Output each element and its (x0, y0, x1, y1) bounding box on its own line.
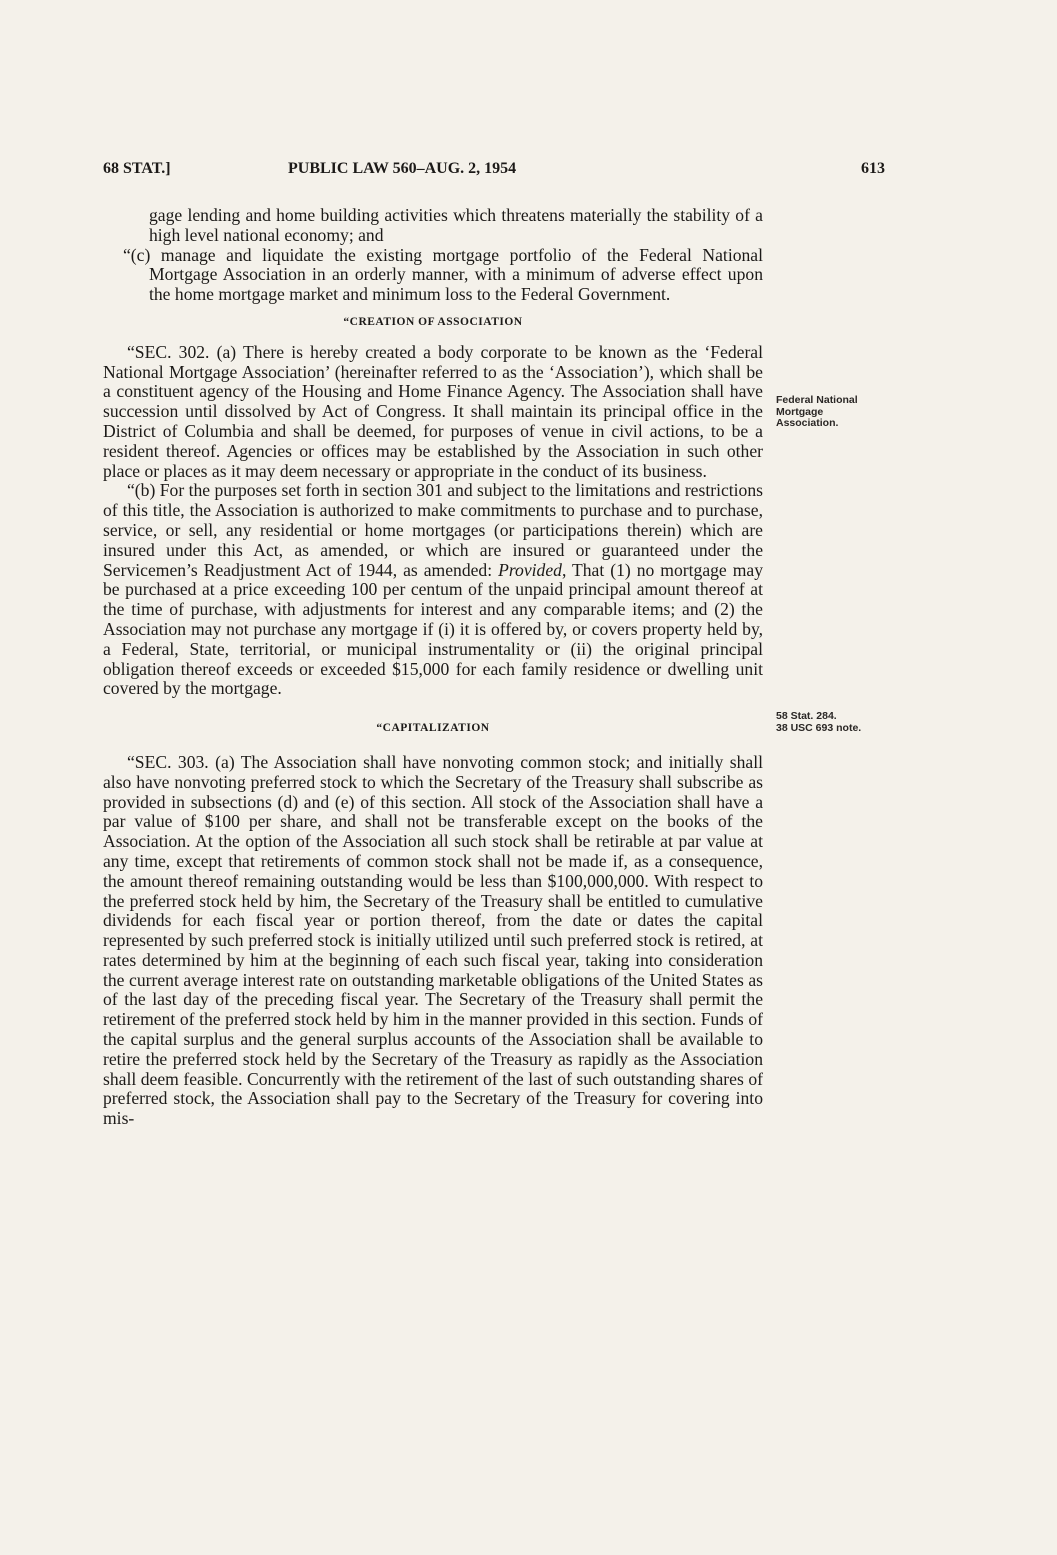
margin-note-fnma (776, 395, 888, 430)
page-header (103, 160, 885, 184)
margin-note-statute-citation (776, 711, 916, 734)
paragraph-continued: gage lending and home building activities which threatens materially the stability of a high level national economy; and (149, 205, 763, 245)
margin-note-fnma-text: Federal National Mortgage Association. (776, 394, 858, 429)
heading-creation-of-association: “CREATION OF ASSOCIATION (343, 315, 523, 328)
provided-term: Provided (498, 559, 562, 580)
paragraph-sec-302-b (103, 481, 763, 699)
sec-302-b-text-end: , That (1) no mortgage may be purchased at a price exceeding 100 per centum of the unpaid principal amount thereof at the time of purchase, with adjustments for interest and any comparable items; and (2) the Association may not purchase any mortgage if (i) it is offered by, or covers property held by, a Federal, State, territorial, or municipal instrumentality or (ii) the original principal obligation thereof exceeds or exceeded $15,000 for each family residence or dwelling unit covered by the mortgage. (103, 559, 764, 699)
paragraph-sec-302-a: “SEC. 302. (a) There is hereby created a body corporate to be known as the ‘Federal National Mortgage Association’ (hereinafter referred to as the ‘Association’), which shall be a constituent agency of the Housing and Home Finance Agency. The Association shall have succession until dissolved by Act of Congress. It shall maintain its principal office in the District of Columbia and shall be deemed, for purposes of venue in civil actions, to be a resident thereof. Agencies or offices may be established by the Association in such other place or places as it may deem necessary or appropriate in the conduct of its business. (103, 341, 763, 481)
main-text-column (103, 206, 763, 1129)
citation-stat: 58 Stat. 284. (776, 710, 837, 722)
page-number: 613 (861, 160, 885, 177)
paragraph-sec-303-a: “SEC. 303. (a) The Association shall have nonvoting common stock; and initially shall also have nonvoting preferred stock to which the Secretary of the Treasury shall subscribe as provided in subsections (d) and (e) of this section. All stock of the Association shall have a par value of $100 per share, and shall not be transferable except on the books of the Association. At the option of the Association all such stock shall be retirable at par value at any time, except that retirements of common stock shall not be made if, as a consequence, the amount thereof remaining outstanding would be less than $100,000,000. With respect to the preferred stock held by him, the Secretary of the Treasury shall be entitled to cumulative dividends for each fiscal year or portion thereof, from the date or dates the capital represented by such preferred stock is initially utilized until such preferred stock is retired, at rates determined by him at the beginning of each such fiscal year, taking into consideration the current average interest rate on outstanding marketable obligations of the United States as of the last day of the preceding fiscal year. The Secretary of the Treasury shall permit the retirement of the preferred stock held by him in the manner provided in this section. Funds of the capital surplus and the general surplus accounts of the Association shall be available to retire the preferred stock held by the Secretary of the Treasury as rapidly as the Association shall deem feasible. Concurrently with the retirement of the last of such outstanding shares of preferred stock, the Association shall pay to the Secretary of the Treasury for covering into mis- (103, 751, 763, 1129)
sec-302-b-text-start: “(b) For the purposes set forth in section 301 and subject to the limitations and restrictions of this title, the Association is authorized to make commitments to purchase and to purchase, service, or sell, any residential or home mortgages (or participations therein) which are insured under this Act, as amended, or which are insured or guaranteed under the Servicemen’s Readjustment Act of 1944, as amended: (103, 480, 763, 580)
citation-usc: 38 USC 693 note. (776, 721, 862, 734)
header-volume: 68 STAT.] (103, 160, 171, 177)
heading-capitalization: “CAPITALIZATION (376, 722, 490, 735)
header-title: PUBLIC LAW 560–AUG. 2, 1954 (288, 160, 517, 177)
paragraph-clause-c: “(c) manage and liquidate the existing mortgage portfolio of the Federal National Mortgage Association in an orderly manner, with a minimum of adverse effect upon the home mortgage market and minimum loss to the Federal Government. (123, 244, 763, 305)
